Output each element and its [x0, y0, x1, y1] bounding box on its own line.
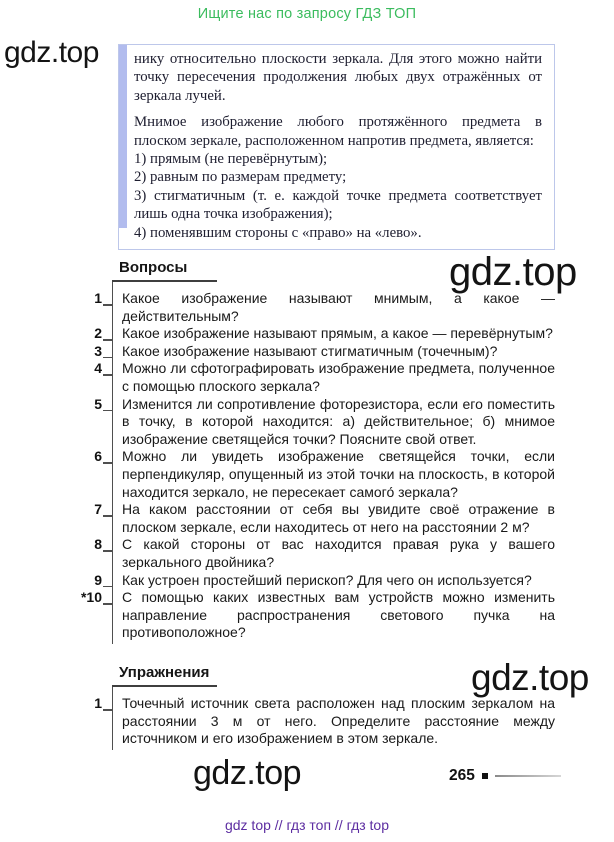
questions-heading: Вопросы [112, 257, 217, 282]
question-number: 8 [76, 536, 102, 554]
questions-list [80, 282, 555, 644]
exercises-heading: Упражнения [112, 662, 217, 687]
page-number: 265 [449, 767, 475, 784]
question-number: 1 [76, 290, 102, 308]
exercise-item [94, 695, 555, 748]
page-marker-line [495, 775, 561, 777]
exercises-list [94, 687, 555, 750]
definition-list-item: 3) стигматичным (т. е. каждой точке предмета соответствует лишь одна точка изображения); [134, 187, 542, 223]
question-item [94, 501, 555, 536]
definition-box [118, 44, 555, 250]
question-number: 3 [76, 343, 102, 361]
definition-list-item: 2) равным по размерам предмету; [134, 169, 347, 186]
question-text: На каком расстоянии от себя вы увидите своё отражение в плоском зеркале, если находитесь от него на расстоянии 2 м? [122, 501, 555, 535]
question-item [94, 325, 555, 343]
question-item [94, 342, 555, 361]
question-text: Как устроен простейший перископ? Для чего он используется? [122, 571, 532, 588]
question-item [94, 571, 555, 590]
question-text: Какое изображение называют стигматичным (точечным)? [122, 342, 498, 359]
footer-promo-text: gdz top // гдз топ // гдз top [224, 817, 390, 833]
exercise-number: 1 [76, 695, 102, 713]
page-number-row [449, 767, 561, 785]
question-item [94, 395, 555, 449]
question-text: Можно ли сфотографировать изображение предмета, полученное с помощью плоского зеркала? [122, 360, 555, 394]
question-item [94, 290, 555, 325]
exercises-section [0, 662, 556, 750]
exercise-text: Точечный источник света расположен над плоским зеркалом на расстоянии 3 м от него. Определите расстояние между источником и его изображением в этом зеркале. [122, 695, 555, 747]
definition-list-item: 4) поменявшим стороны с «право» на «лево». [134, 224, 422, 241]
question-text: Какое изображение называют прямым, а какое — перевёрнутым? [122, 325, 553, 342]
question-number: 4 [76, 360, 102, 378]
question-item [94, 536, 555, 571]
question-number: 6 [76, 448, 102, 466]
question-item [80, 589, 555, 642]
definition-list-item: 1) прямым (не перевёрнутым); [134, 151, 328, 168]
question-text: Можно ли увидеть изображение светящейся точки, если перпендикуляр, опущенный из этой точки на плоскость, в которой находится зеркало, не пересекает самого́ зеркала? [122, 448, 555, 500]
questions-section [0, 257, 556, 644]
question-item [94, 448, 555, 501]
question-item [94, 360, 555, 395]
page-marker-square [482, 773, 488, 779]
promo-banner: Ищите нас по запросу ГДЗ ТОП [197, 6, 417, 22]
watermark-lower-right: gdz.top [471, 657, 589, 698]
definition-paragraph: нику относительно плоскости зеркала. Для этого можно найти точку пересечения продолжения любых двух отражённых от зеркала лучей. [134, 51, 542, 104]
definition-paragraph: Мнимое изображение любого протяжённого предмета в плоском зеркале, расположенном напротив предмета, является: [134, 114, 542, 149]
question-number: 2 [76, 325, 102, 343]
watermark-bottom-center: gdz.top [193, 754, 302, 792]
question-number: 7 [76, 501, 102, 519]
question-number: 5 [76, 396, 102, 414]
question-number: 9 [76, 572, 102, 590]
question-text: Какое изображение называют мнимым, а какое — действительным? [122, 290, 555, 324]
watermark-mid-right: gdz.top [449, 250, 577, 294]
watermark-top-left: gdz.top [4, 36, 99, 69]
question-text: С помощью каких известных вам устройств можно изменить направление распространения светового пучка на противоположное? [122, 589, 555, 641]
question-number: *10 [76, 589, 102, 607]
definition-accent-bar [119, 45, 127, 228]
question-text: Изменится ли сопротивление фоторезистора, если его поместить в точку, в которой находится: а) действительное; б) мнимое изображение светящейся точки? Поясните свой ответ. [122, 395, 555, 447]
question-text: С какой стороны от вас находится правая рука у вашего зеркального двойника? [122, 536, 555, 570]
